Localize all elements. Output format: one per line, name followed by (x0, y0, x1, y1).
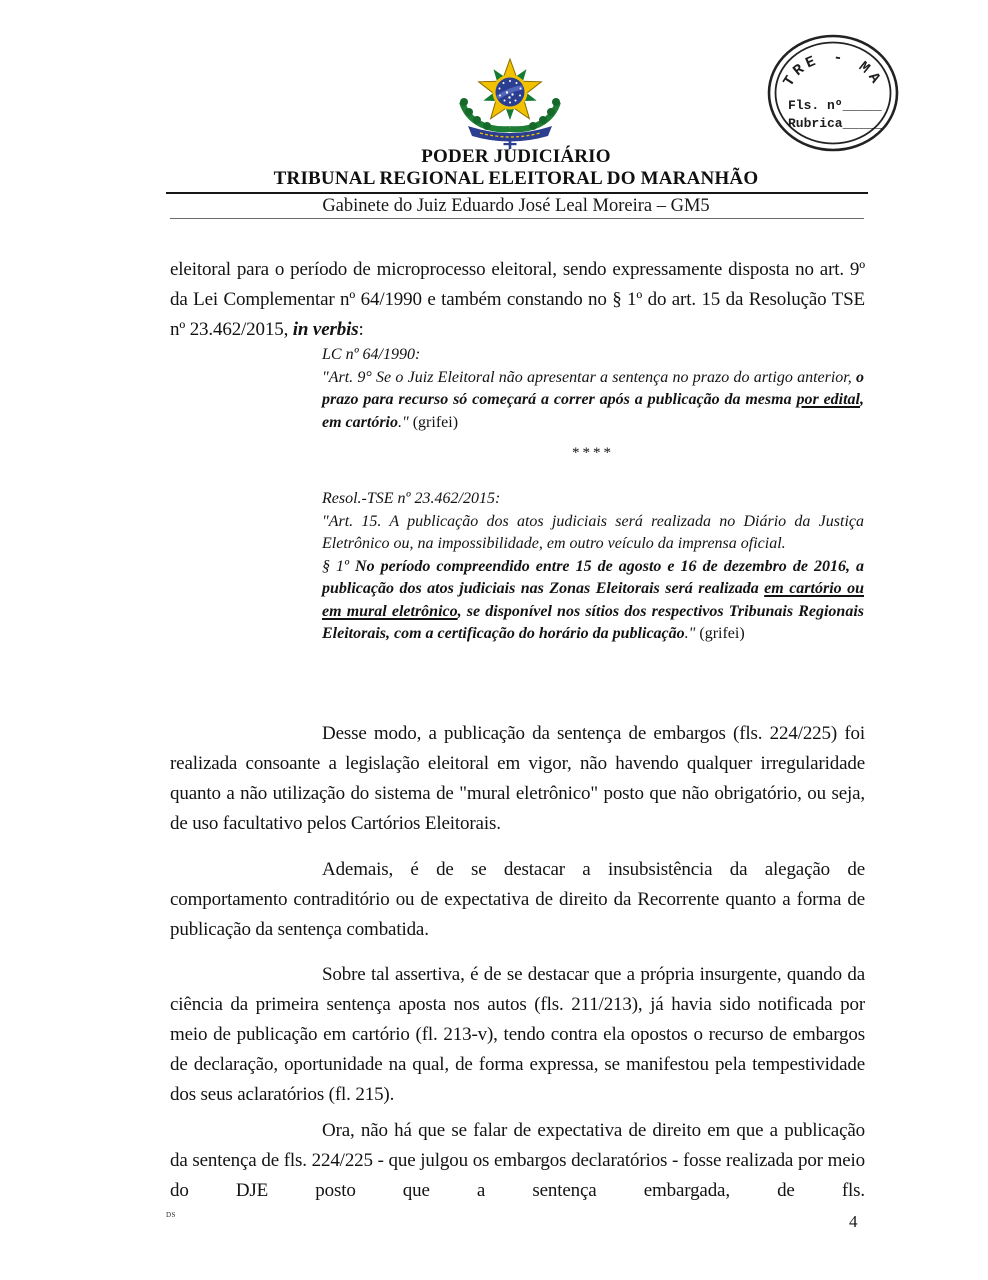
stamp-rubrica-label: Rubrica_____ (788, 116, 882, 131)
header-line-tribunal: TRIBUNAL REGIONAL ELEITORAL DO MARANHÃO (273, 167, 759, 189)
page-number: 4 (849, 1212, 858, 1231)
header-rule-bottom (170, 218, 864, 219)
stamp-arc-label: TRE - MA (780, 49, 886, 90)
quote-lc-heading: LC nº 64/1990: (322, 346, 421, 363)
paragraph-ademais: Ademais, é de se destacar a insubsistência da alegação de comportamento contraditório ou de expectativa de direito da Recorrente quanto a forma de publicação da sentença combatida. (170, 859, 865, 940)
quote-resol-heading: Resol.-TSE nº 23.462/2015: (322, 490, 501, 507)
header-title (146, 146, 886, 189)
paragraph-continuation: eleitoral para o período de microprocesso eleitoral, sendo expressamente disposta no art. 9º da Lei Complementar nº 64/1990 e também constando no § 1º do art. 15 da Resolução TSE nº 23.462/2015, in verbis: (170, 259, 865, 340)
paragraph-sobre-tal-assertiva: Sobre tal assertiva, é de se destacar que a própria insurgente, quando da ciência da primeira sentença aposta nos autos (fls. 211/213), já havia sido notificada por meio de publicação em cartório (fl. 213-v), tendo contra ela opostos o recurso de embargos de declaração, oportunidade na qual, de forma expressa, se manifestou pela tempestividade dos seus aclaratórios (fl. 215). (170, 964, 865, 1105)
footer-initials: DS (166, 1211, 176, 1219)
quote-lc-64-1990 (322, 344, 864, 434)
paragraph-ora: Ora, não há que se falar de expectativa de direito em que a publicação da sentença de fls. 224/225 - que julgou os embargos declaratórios - fosse realizada por meio do DJE posto que a sentença embargada, de fls. (170, 1120, 865, 1201)
header-line-poder-judiciario: PODER JUDICIÁRIO (421, 146, 611, 167)
quote-resolucao-tse (322, 488, 864, 646)
quote-resol-art15: "Art. 15. A publicação dos atos judiciais será realizada no Diário da Justiça Eletrônico ou, na impossibilidade, em outro veículo da imprensa oficial. (322, 512, 864, 552)
central-disc (493, 75, 528, 110)
header-office-line: Gabinete do Juiz Eduardo José Leal Moreira – GM5 (322, 196, 710, 216)
brazil-coat-of-arms-icon (450, 50, 570, 150)
stamp-fls-label: Fls. nº_____ (788, 98, 882, 113)
quote-resol-paragrafo1: § 1º No período compreendido entre 15 de agosto e 16 de dezembro de 2016, a publicação dos atos judiciais nas Zonas Eleitorais será realizada em cartório ou em mural eletrônico, se disponível nos sítios dos respectivos Tribunais Regionais Eleitorais, com a certificação do horário da publicação." (grifei) (322, 557, 865, 642)
header-rule-top (166, 192, 868, 194)
paragraph-desse-modo: Desse modo, a publicação da sentença de embargos (fls. 224/225) foi realizada consoante a legislação eleitoral em vigor, não havendo qualquer irregularidade quanto a não utilização do sistema de "mural eletrônico" posto que não obrigatório, ou seja, de uso facultativo pelos Cartórios Eleitorais. (170, 723, 865, 834)
quote-lc-text: "Art. 9° Se o Juiz Eleitoral não apresentar a sentença no prazo do artigo anterior, o prazo para recurso só começará a correr após a publicação da mesma por edital, em cartório." (grifei) (322, 368, 865, 431)
section-separator-asterisks: **** (572, 445, 614, 461)
tre-ma-round-stamp (766, 33, 900, 155)
